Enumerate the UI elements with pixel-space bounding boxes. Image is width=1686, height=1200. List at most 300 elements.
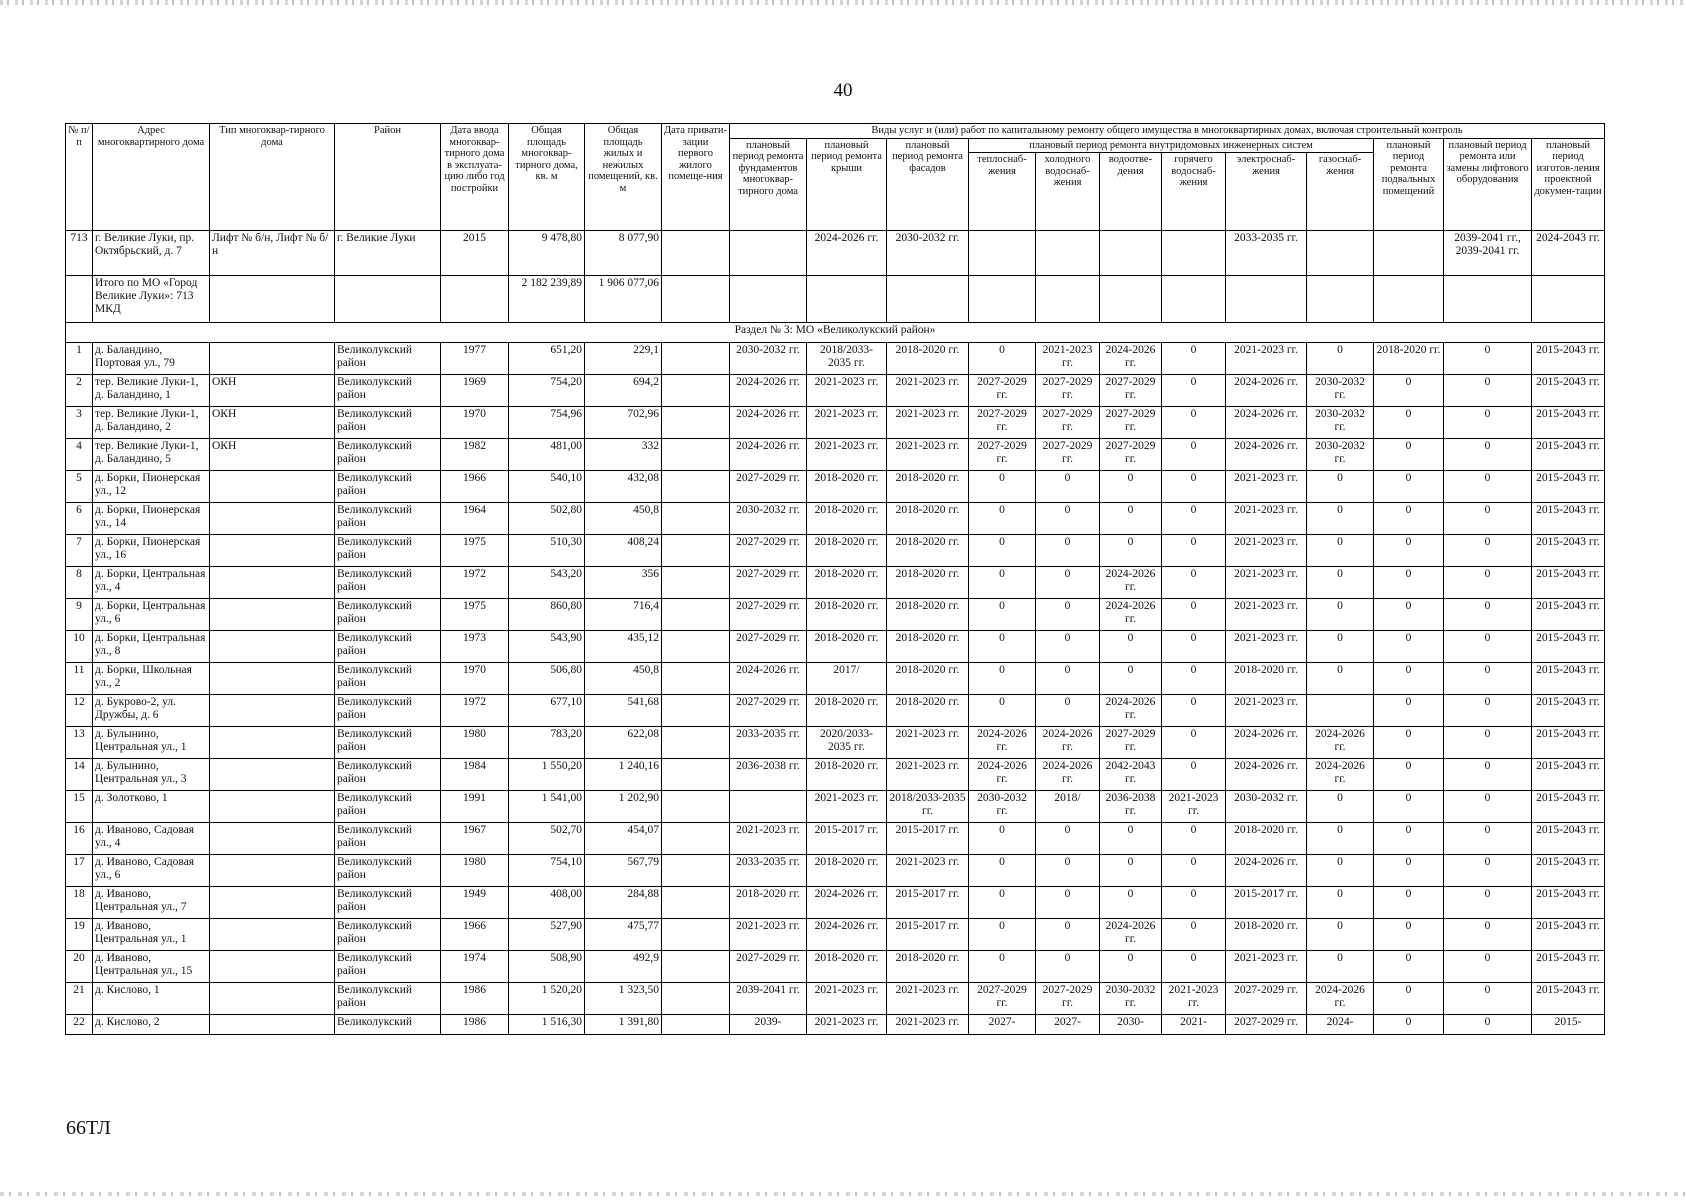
header-hot-water: горячего водоснаб-жения [1162, 153, 1226, 231]
table-cell: 0 [1374, 695, 1444, 727]
table-cell [662, 439, 730, 471]
table-cell: д. Иваново, Садовая ул., 6 [93, 855, 210, 887]
table-cell: 0 [1307, 663, 1374, 695]
table-cell: д. Борки, Пионерская ул., 12 [93, 471, 210, 503]
table-cell: 0 [1036, 951, 1100, 983]
table-cell: 2021-2023 гг. [1226, 599, 1307, 631]
page-number: 40 [833, 80, 853, 101]
table-cell: 2027-2029 гг. [1226, 983, 1307, 1015]
table-cell: 1 906 077,06 [585, 276, 662, 323]
table-cell [210, 471, 335, 503]
table-cell: 0 [1444, 791, 1532, 823]
table-cell: 0 [1162, 503, 1226, 535]
table-cell: 2036-2038 гг. [1100, 791, 1162, 823]
table-cell: 754,20 [509, 375, 585, 407]
document-code: 66ТЛ [66, 1117, 111, 1139]
table-cell: 0 [1307, 855, 1374, 887]
table-cell [662, 919, 730, 951]
table-cell: 1964 [441, 503, 509, 535]
table-cell: 2018/2033-2035 гг. [887, 791, 969, 823]
table-cell: 1 391,80 [585, 1015, 662, 1035]
table-cell: 1 550,20 [509, 759, 585, 791]
table-cell: 0 [1444, 887, 1532, 919]
table-cell: 0 [1307, 887, 1374, 919]
table-cell: 0 [1374, 631, 1444, 663]
table-cell: 0 [1100, 663, 1162, 695]
table-cell: 16 [66, 823, 93, 855]
table-cell: 2024-2026 гг. [1307, 983, 1374, 1015]
table-cell: 783,20 [509, 727, 585, 759]
table-cell: 8 077,90 [585, 231, 662, 276]
table-cell: 2018-2020 гг. [807, 471, 887, 503]
table-cell: 2018-2020 гг. [887, 663, 969, 695]
table-cell: 0 [969, 599, 1036, 631]
table-cell: 0 [1444, 727, 1532, 759]
table-cell [1532, 276, 1605, 323]
table-cell [1100, 231, 1162, 276]
table-cell [662, 663, 730, 695]
table-cell: 2021-2023 гг. [1226, 535, 1307, 567]
table-cell: 2024-2026 гг. [1226, 759, 1307, 791]
table-row [66, 887, 1605, 919]
header-facade: плановый период ремонта фасадов [887, 138, 969, 231]
table-cell: 2021-2023 гг. [887, 855, 969, 887]
table-cell [662, 599, 730, 631]
table-row [66, 823, 1605, 855]
table-cell: 2018-2020 гг. [887, 631, 969, 663]
table-cell: 2018-2020 гг. [887, 695, 969, 727]
table-cell: 0 [1100, 887, 1162, 919]
table-cell [210, 631, 335, 663]
table-cell: 0 [1444, 951, 1532, 983]
scan-artifact-bottom [0, 1192, 1686, 1196]
table-cell [210, 535, 335, 567]
table-cell: д. Иваново, Центральная ул., 15 [93, 951, 210, 983]
table-cell: 475,77 [585, 919, 662, 951]
table-cell: 2021-2023 гг. [887, 407, 969, 439]
table-cell: 2015-2043 гг. [1532, 919, 1605, 951]
table-cell [210, 503, 335, 535]
table-cell: 2018-2020 гг. [807, 503, 887, 535]
table-cell: д. Букрово-2, ул. Дружбы, д. 6 [93, 695, 210, 727]
table-cell: 2021-2023 гг. [807, 1015, 887, 1035]
table-cell: 0 [1307, 599, 1374, 631]
table-cell: д. Борки, Пионерская ул., 14 [93, 503, 210, 535]
table-cell: 2027-2029 гг. [730, 567, 807, 599]
table-cell: 2027-2029 гг. [969, 375, 1036, 407]
table-cell: 2021-2023 гг. [887, 983, 969, 1015]
table-cell: 0 [1162, 919, 1226, 951]
table-cell [210, 567, 335, 599]
table-cell: 0 [1307, 471, 1374, 503]
table-cell: 2024-2043 гг. [1532, 231, 1605, 276]
table-cell: 2015- [1532, 1015, 1605, 1035]
table-row [66, 919, 1605, 951]
table-cell: 2030-2032 гг. [887, 231, 969, 276]
table-cell: 2015 [441, 231, 509, 276]
table-cell: 2018/ [1036, 791, 1100, 823]
table-cell: 2021-2023 гг. [807, 375, 887, 407]
table-cell: 2027-2029 гг. [1036, 407, 1100, 439]
table-cell: 567,79 [585, 855, 662, 887]
table-cell: 0 [1100, 471, 1162, 503]
table-cell: 0 [1036, 631, 1100, 663]
table-cell: 2015-2017 гг. [887, 919, 969, 951]
table-cell: 2039-2041 гг. [730, 983, 807, 1015]
table-cell: Итого по МО «Город Великие Луки»: 713 МКД [93, 276, 210, 323]
table-cell: 5 [66, 471, 93, 503]
header-engineering-group: плановый период ремонта внутридомовых инженерных систем [969, 138, 1374, 153]
section-heading-row [66, 323, 1605, 343]
table-cell: 2021-2023 гг. [1226, 951, 1307, 983]
table-cell: 1974 [441, 951, 509, 983]
table-cell: 2021-2023 гг. [1226, 567, 1307, 599]
table-cell: 2018-2020 гг. [807, 631, 887, 663]
table-cell: 2027-2029 гг. [1036, 439, 1100, 471]
table-cell: 2021-2023 гг. [730, 919, 807, 951]
table-cell [887, 276, 969, 323]
table-cell: 2018-2020 гг. [807, 695, 887, 727]
table-cell: 1966 [441, 919, 509, 951]
table-cell: 0 [1162, 759, 1226, 791]
table-cell [210, 343, 335, 375]
table-header [66, 124, 1605, 231]
table-cell: 2021-2023 гг. [1226, 631, 1307, 663]
table-cell: 2018-2020 гг. [730, 887, 807, 919]
table-cell [662, 407, 730, 439]
table-cell: 0 [1374, 503, 1444, 535]
table-cell: 1 323,50 [585, 983, 662, 1015]
table-cell: 0 [1036, 695, 1100, 727]
table-cell: 0 [1374, 759, 1444, 791]
table-cell [730, 791, 807, 823]
table-cell: 0 [1444, 855, 1532, 887]
table-cell: 2021-2023 гг. [887, 1015, 969, 1035]
table-cell: Лифт № б/н, Лифт № б/н [210, 231, 335, 276]
table-cell: 2015-2043 гг. [1532, 535, 1605, 567]
table-cell: 506,80 [509, 663, 585, 695]
table-cell: 2018-2020 гг. [1374, 343, 1444, 375]
table-cell: 0 [1444, 375, 1532, 407]
table-cell: 454,07 [585, 823, 662, 855]
table-cell: 0 [1374, 791, 1444, 823]
table-cell: 2021-2023 гг. [807, 439, 887, 471]
table-cell: 0 [1162, 407, 1226, 439]
table-cell: 2039-2041 гг., 2039-2041 гг. [1444, 231, 1532, 276]
table-cell: 2015-2043 гг. [1532, 631, 1605, 663]
table-cell: 1967 [441, 823, 509, 855]
table-cell: 0 [969, 663, 1036, 695]
table-cell: 13 [66, 727, 93, 759]
table-cell: 356 [585, 567, 662, 599]
table-cell: 2021-2023 гг. [807, 791, 887, 823]
table-cell: 2018-2020 гг. [807, 759, 887, 791]
table-cell: 9 [66, 599, 93, 631]
table-cell: Великолукский район [335, 471, 441, 503]
table-cell: 1949 [441, 887, 509, 919]
table-body [66, 231, 1605, 1035]
table-cell: 2024-2026 гг. [969, 759, 1036, 791]
table-cell: 0 [1444, 695, 1532, 727]
table-cell [1162, 231, 1226, 276]
table-cell: 481,00 [509, 439, 585, 471]
header-privatization-date: Дата привати-зации первого жилого помеще-ния [662, 124, 730, 231]
table-cell: 15 [66, 791, 93, 823]
table-cell: 2017/ [807, 663, 887, 695]
table-cell: 2018-2020 гг. [807, 855, 887, 887]
table-cell: 2015-2043 гг. [1532, 855, 1605, 887]
table-cell [662, 983, 730, 1015]
table-cell: 0 [1374, 439, 1444, 471]
table-cell [662, 727, 730, 759]
table-cell: 543,90 [509, 631, 585, 663]
table-cell: 2015-2043 гг. [1532, 343, 1605, 375]
header-date-commission: Дата ввода многоквар-тирного дома в эксплуата-цию либо год постройки [441, 124, 509, 231]
table-cell: 0 [1162, 695, 1226, 727]
table-cell [662, 503, 730, 535]
table-cell: 408,00 [509, 887, 585, 919]
table-cell: 0 [1444, 407, 1532, 439]
table-cell: 2024-2026 гг. [1307, 727, 1374, 759]
table-cell: 1 541,00 [509, 791, 585, 823]
table-cell: 2027-2029 гг. [1100, 407, 1162, 439]
header-works-group: Виды услуг и (или) работ по капитальному ремонту общего имущества в многоквартирных домах, включая строительный контроль [730, 124, 1605, 139]
table-cell: 0 [1444, 503, 1532, 535]
table-cell: 2024-2026 гг. [969, 727, 1036, 759]
table-cell: 0 [1100, 855, 1162, 887]
table-cell: 0 [1307, 631, 1374, 663]
table-cell [662, 823, 730, 855]
table-cell [210, 855, 335, 887]
table-cell: 1984 [441, 759, 509, 791]
table-cell: 2024- [1307, 1015, 1374, 1035]
table-cell: 540,10 [509, 471, 585, 503]
table-cell: 0 [1307, 919, 1374, 951]
table-cell: 502,80 [509, 503, 585, 535]
table-cell: 2024-2026 гг. [1226, 439, 1307, 471]
table-cell: 10 [66, 631, 93, 663]
table-cell: 1970 [441, 407, 509, 439]
table-cell: 18 [66, 887, 93, 919]
table-cell: 1973 [441, 631, 509, 663]
table-cell: 2024-2026 гг. [1226, 727, 1307, 759]
table-cell: 2021-2023 гг. [1226, 503, 1307, 535]
table-cell: 0 [1100, 823, 1162, 855]
table-cell: Великолукский район [335, 663, 441, 695]
table-cell: 1991 [441, 791, 509, 823]
table-cell: тер. Великие Луки-1, д. Баландино, 5 [93, 439, 210, 471]
table-cell: 21 [66, 983, 93, 1015]
table-cell: 502,70 [509, 823, 585, 855]
table-cell [662, 231, 730, 276]
table-cell: 0 [1100, 631, 1162, 663]
table-cell: 12 [66, 695, 93, 727]
table-cell: 2030-2032 гг. [1307, 439, 1374, 471]
table-cell [210, 983, 335, 1015]
table-cell: 2024-2026 гг. [1307, 759, 1374, 791]
header-drainage: водоотве-дения [1100, 153, 1162, 231]
table-cell: 2018-2020 гг. [1226, 663, 1307, 695]
table-cell: 17 [66, 855, 93, 887]
table-cell: Великолукский район [335, 983, 441, 1015]
table-cell: 2024-2026 гг. [730, 439, 807, 471]
table-cell: 0 [1444, 599, 1532, 631]
table-cell: 0 [1307, 567, 1374, 599]
table-cell: Великолукский район [335, 599, 441, 631]
table-cell: 0 [1162, 599, 1226, 631]
table-cell: 2027-2029 гг. [1226, 1015, 1307, 1035]
table-cell: д. Баландино, Портовая ул., 79 [93, 343, 210, 375]
table-cell: 1 516,30 [509, 1015, 585, 1035]
table-cell: 754,96 [509, 407, 585, 439]
table-cell [210, 695, 335, 727]
table-cell: 2027-2029 гг. [1100, 727, 1162, 759]
table-cell: 541,68 [585, 695, 662, 727]
table-cell: Великолукский район [335, 439, 441, 471]
header-district: Район [335, 124, 441, 231]
table-cell [210, 759, 335, 791]
table-cell: 0 [1162, 631, 1226, 663]
table-cell [969, 276, 1036, 323]
table-cell: тер. Великие Луки-1, д. Баландино, 1 [93, 375, 210, 407]
table-cell: 2030-2032 гг. [969, 791, 1036, 823]
table-cell: д. Булынино, Центральная ул., 3 [93, 759, 210, 791]
table-cell: 2018-2020 гг. [887, 535, 969, 567]
table-cell [210, 276, 335, 323]
table-cell [1100, 276, 1162, 323]
table-cell: Великолукский район [335, 823, 441, 855]
table-cell: 2027-2029 гг. [969, 983, 1036, 1015]
table-cell: 0 [1374, 407, 1444, 439]
table-cell: Великолукский район [335, 887, 441, 919]
table-cell: 2027- [969, 1015, 1036, 1035]
header-foundation: плановый период ремонта фундаментов многоквар-тирного дома [730, 138, 807, 231]
table-cell: Великолукский район [335, 951, 441, 983]
table-cell: 2021-2023 гг. [730, 823, 807, 855]
table-cell [662, 791, 730, 823]
table-cell: 2024-2026 гг. [1226, 407, 1307, 439]
table-cell: 0 [1374, 855, 1444, 887]
table-cell: 2015-2017 гг. [887, 887, 969, 919]
table-cell: 0 [1444, 919, 1532, 951]
table-cell: 2021-2023 гг. [807, 407, 887, 439]
table-cell [210, 663, 335, 695]
table-cell: 0 [969, 567, 1036, 599]
table-row [66, 759, 1605, 791]
table-cell: 2018-2020 гг. [887, 567, 969, 599]
table-cell: 1966 [441, 471, 509, 503]
table-cell: Великолукский район [335, 375, 441, 407]
table-cell: 0 [969, 951, 1036, 983]
table-cell: 0 [1036, 663, 1100, 695]
table-cell: г. Великие Луки [335, 231, 441, 276]
header-total-area: Общая площадь многоквар-тирного дома, кв. м [509, 124, 585, 231]
table-cell: 2015-2043 гг. [1532, 599, 1605, 631]
table-cell: 2018-2020 гг. [887, 343, 969, 375]
table-cell: 2027-2029 гг. [1036, 983, 1100, 1015]
table-cell: 435,12 [585, 631, 662, 663]
table-cell: 651,20 [509, 343, 585, 375]
table-cell: Великолукский район [335, 791, 441, 823]
table-cell: 1980 [441, 727, 509, 759]
header-cold-water: холодного водоснаб-жения [1036, 153, 1100, 231]
table-cell: 0 [1307, 343, 1374, 375]
table-cell: д. Иваново, Центральная ул., 7 [93, 887, 210, 919]
table-row [66, 727, 1605, 759]
table-cell: 0 [1374, 951, 1444, 983]
table-cell: 0 [969, 535, 1036, 567]
table-cell: 2027-2029 гг. [730, 599, 807, 631]
table-cell: 2021-2023 гг. [1226, 471, 1307, 503]
table-cell: 2018-2020 гг. [1226, 919, 1307, 951]
table-cell: 2027-2029 гг. [730, 535, 807, 567]
table-cell: д. Борки, Пионерская ул., 16 [93, 535, 210, 567]
table-cell: 2042-2043 гг. [1100, 759, 1162, 791]
table-cell: Великолукский район [335, 855, 441, 887]
table-cell: 1975 [441, 535, 509, 567]
table-cell: 3 [66, 407, 93, 439]
table-cell [1307, 695, 1374, 727]
table-cell [210, 823, 335, 855]
table-cell: 754,10 [509, 855, 585, 887]
table-cell: 0 [1036, 919, 1100, 951]
table-cell: 2024-2026 гг. [730, 407, 807, 439]
table-cell: Великолукский район [335, 407, 441, 439]
table-cell: 11 [66, 663, 93, 695]
table-cell: 2030-2032 гг. [1307, 407, 1374, 439]
table-row [66, 407, 1605, 439]
table-cell [210, 919, 335, 951]
table-cell: Великолукский район [335, 567, 441, 599]
table-cell: 2015-2043 гг. [1532, 567, 1605, 599]
table-cell: 2015-2043 гг. [1532, 439, 1605, 471]
table-cell: 2027-2029 гг. [730, 951, 807, 983]
table-cell: 677,10 [509, 695, 585, 727]
header-gas: газоснаб-жения [1307, 153, 1374, 231]
table-cell: 2027-2029 гг. [969, 407, 1036, 439]
table-cell: 2027-2029 гг. [730, 695, 807, 727]
table-cell [662, 759, 730, 791]
table-cell: 0 [969, 471, 1036, 503]
table-row [66, 471, 1605, 503]
table-cell: 2027-2029 гг. [730, 471, 807, 503]
table-cell: 229,1 [585, 343, 662, 375]
table-cell: 2018-2020 гг. [807, 951, 887, 983]
table-cell [1307, 231, 1374, 276]
table-cell [1374, 231, 1444, 276]
table-cell [662, 343, 730, 375]
table-cell: 622,08 [585, 727, 662, 759]
table-cell: 0 [1444, 439, 1532, 471]
table-cell: 2018-2020 гг. [1226, 823, 1307, 855]
table-cell: 0 [1374, 375, 1444, 407]
table-cell [662, 567, 730, 599]
table-cell: 0 [1444, 343, 1532, 375]
table-cell: 0 [969, 823, 1036, 855]
table-cell: 2024-2026 гг. [1226, 855, 1307, 887]
table-cell: 2018-2020 гг. [807, 535, 887, 567]
table-cell: 0 [969, 695, 1036, 727]
table-cell: 22 [66, 1015, 93, 1035]
table-cell: 2015-2043 гг. [1532, 471, 1605, 503]
table-cell [1444, 276, 1532, 323]
table-row [66, 791, 1605, 823]
table-cell [730, 231, 807, 276]
table-cell: 2024-2026 гг. [1036, 759, 1100, 791]
table-cell: 713 [66, 231, 93, 276]
table-cell: 0 [1100, 951, 1162, 983]
table-cell: 2021-2023 гг. [1036, 343, 1100, 375]
